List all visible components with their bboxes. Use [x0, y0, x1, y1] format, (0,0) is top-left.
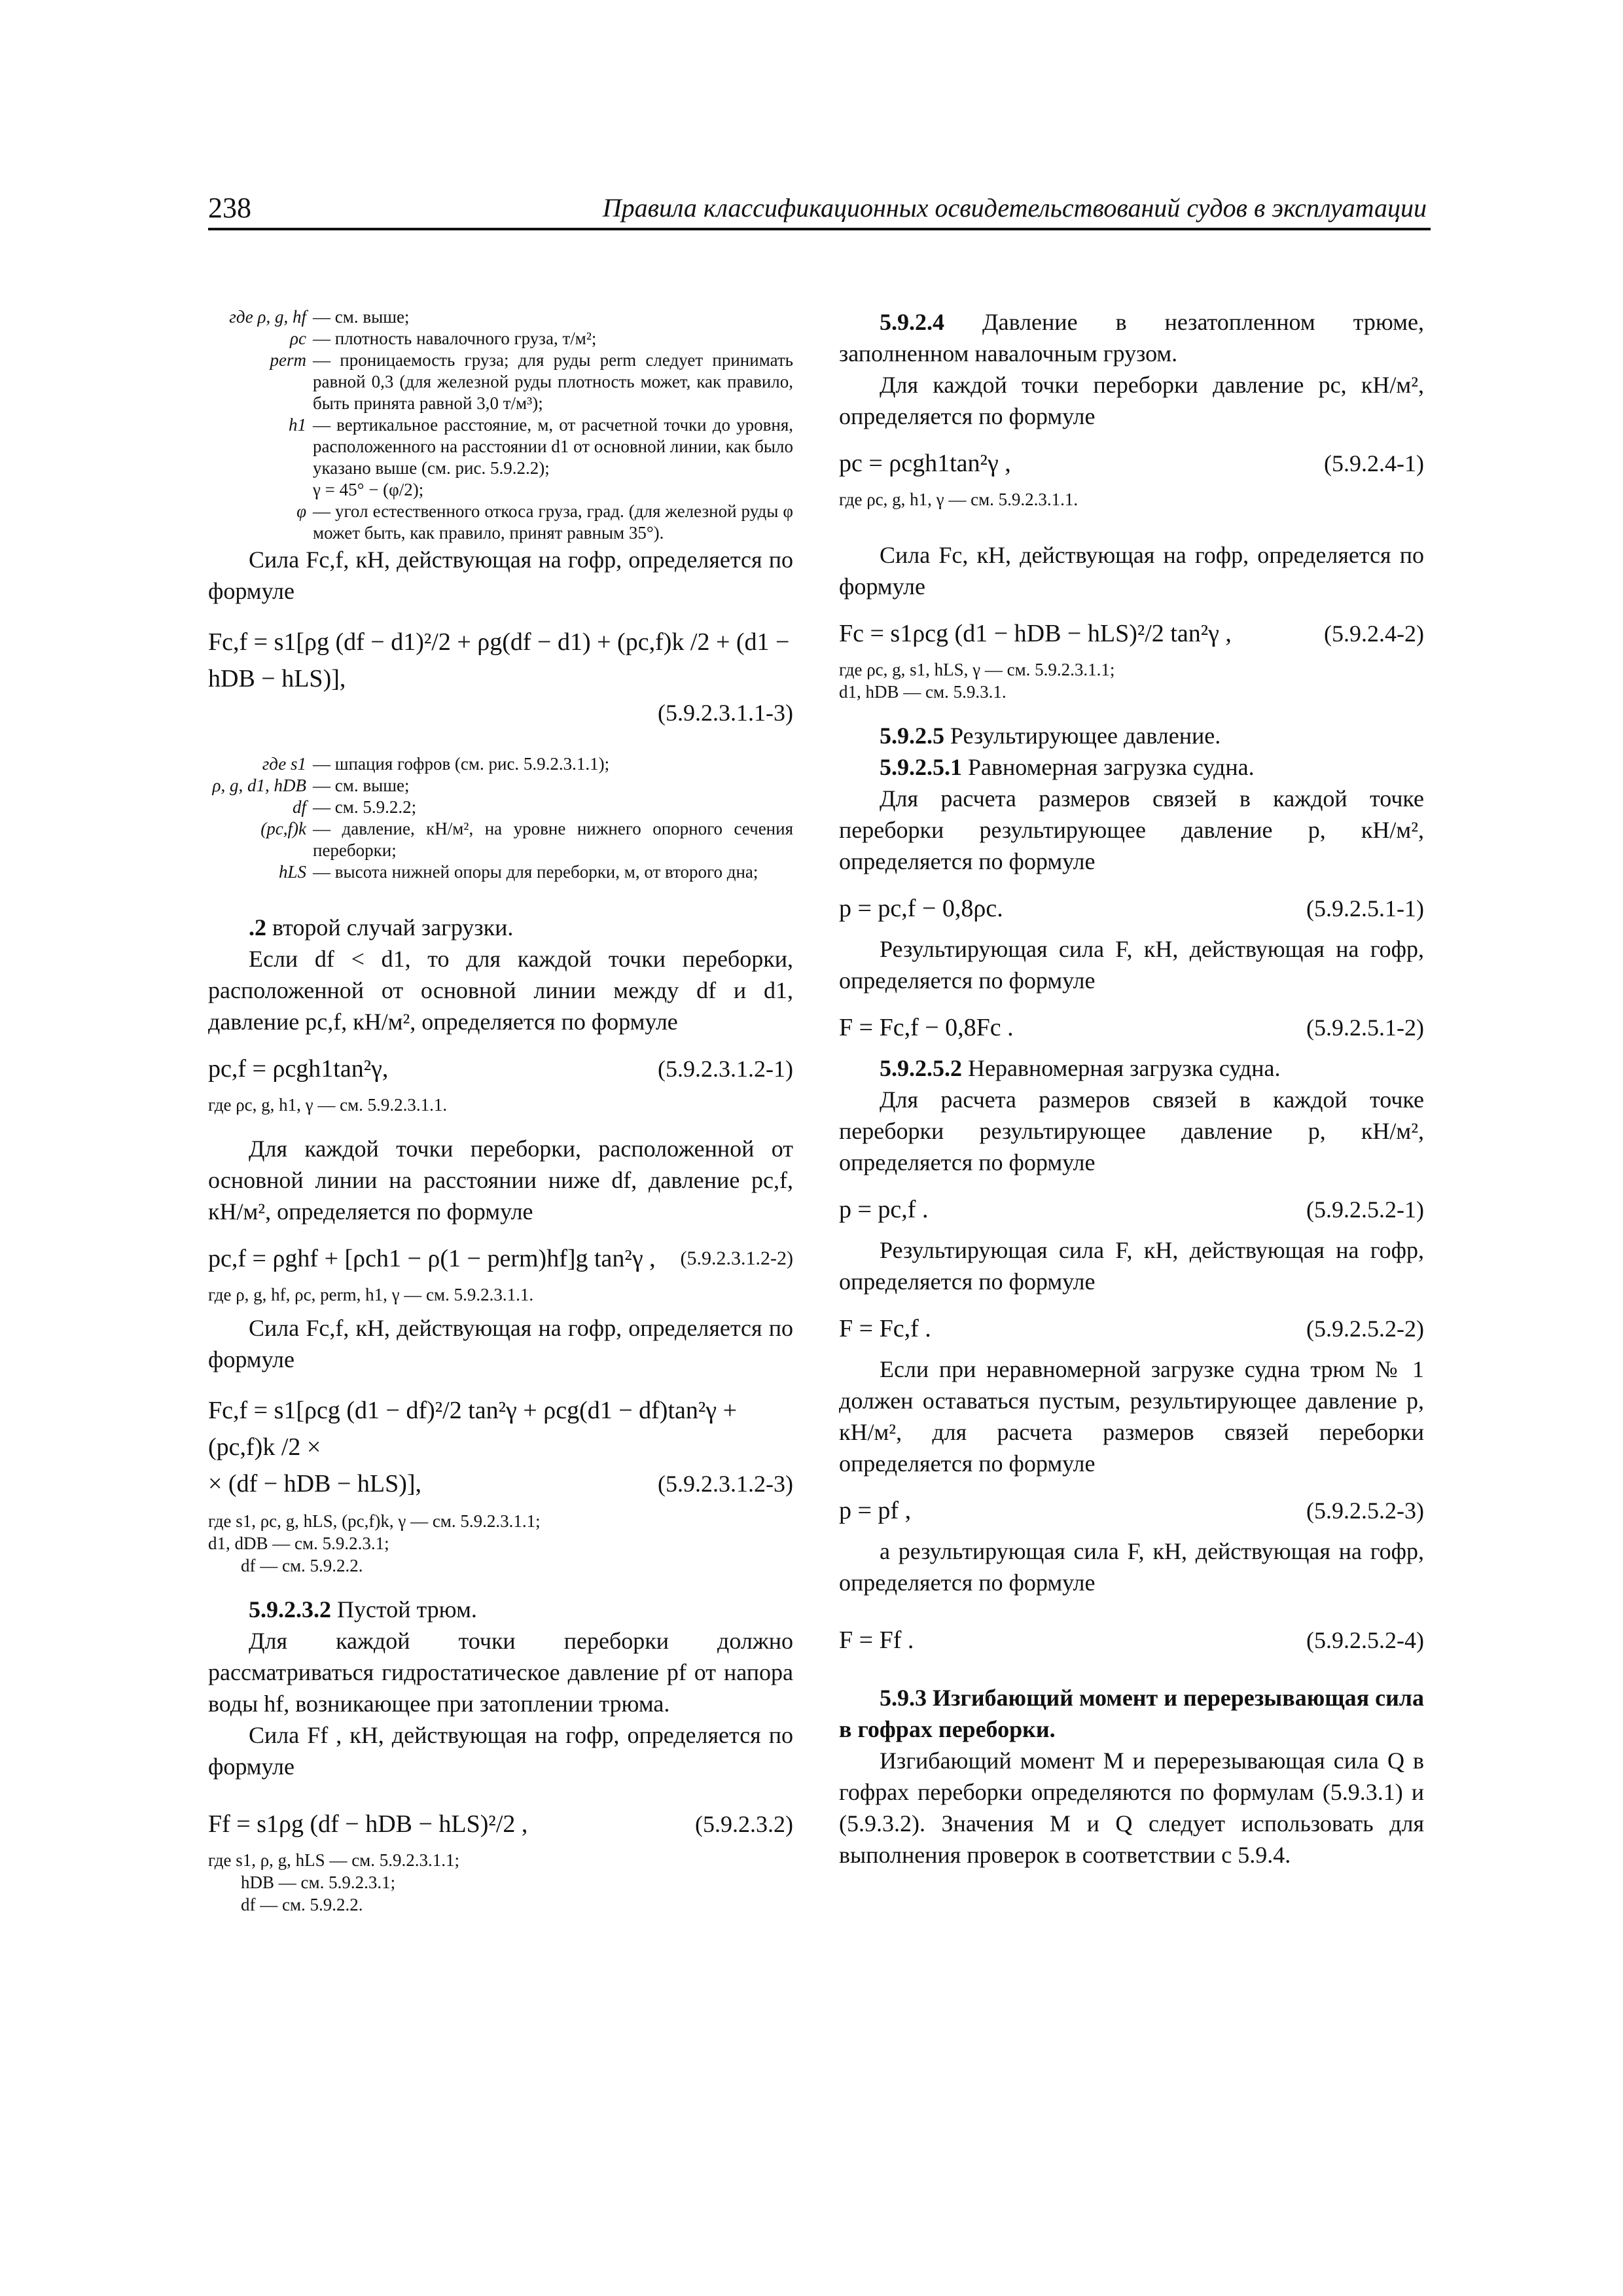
equation-formula: F = Fc,f .: [839, 1315, 931, 1342]
paragraph: Результирующая сила F, кН, действующая на гофр, определяется по формуле: [839, 936, 1424, 994]
equation-formula: pc,f = ρghf + [ρch1 − ρ(1 − perm)hf]g tan²γ ,: [208, 1245, 656, 1272]
paragraph: Если df < d1, то для каждой точки переборки, расположенной от основной линии между df и d1, давление pc,f, кН/м², определяется по формуле: [208, 946, 793, 1035]
equation-note: где ρc, g, s1, hLS, γ — см. 5.9.2.3.1.1;: [839, 660, 1115, 679]
paragraph: Для каждой точки переборки давление pc, кН/м², определяется по формуле: [839, 372, 1424, 429]
section-title: Неравномерная загрузка судна.: [968, 1055, 1281, 1081]
paragraph: Изгибающий момент M и перерезывающая сила Q в гофрах переборки определяются по формулам (5.9.3.1) и (5.9.3.2). Значения M и Q следует использовать для выполнения проверок в соответствии с 5.9.4.: [839, 1748, 1424, 1868]
paragraph: Для каждой точки переборки должно рассматриваться гидростатическое давление pf от напора воды hf, возникающее при затоплении трюма.: [208, 1628, 793, 1717]
legend-key: perm: [270, 350, 306, 370]
legend-value: — высота нижней опоры для переборки, м, от второго дна;: [313, 862, 758, 882]
equation-number: (5.9.2.5.2-2): [1306, 1316, 1424, 1342]
legend-key: hLS: [278, 862, 306, 882]
equation-5-9-2-5-1-2: [839, 1012, 1424, 1043]
equation-formula: Fc,f = s1[ρg (df − d1)²/2 + ρg(df − d1) + (pc,f)k /2 + (d1 − hDB − hLS)],: [208, 628, 790, 692]
paragraph: Сила Fc,f, кН, действующая на гофр, определяется по формуле: [208, 1315, 793, 1372]
left-column: [208, 306, 793, 1916]
right-column: [839, 306, 1424, 1871]
legend-key: где s1: [262, 754, 306, 774]
case-heading: [208, 912, 793, 943]
section-number: 5.9.2.3.2: [249, 1596, 331, 1623]
equation-5-9-2-4-2: [839, 618, 1424, 649]
equation-5-9-2-5-2-4: [839, 1624, 1424, 1656]
case-number: .2: [249, 914, 266, 941]
page-number: 238: [208, 192, 251, 224]
equation-formula: pc = ρcgh1tan²γ ,: [839, 450, 1011, 477]
equation-note: где ρc, g, h1, γ — см. 5.9.2.3.1.1.: [208, 1095, 448, 1115]
equation-note: d1, dDB — см. 5.9.2.3.1;: [208, 1534, 389, 1553]
section-heading: [839, 720, 1424, 751]
legend-value: — плотность навалочного груза, т/м²;: [313, 329, 597, 348]
legend-key: ρ, g, d1, hDB: [212, 776, 306, 795]
legend-key: где ρ, g, hf: [229, 307, 306, 327]
section-heading: [839, 1052, 1424, 1084]
case-title: второй случай загрузки.: [272, 914, 514, 941]
running-title: Правила классификационных освидетельствований судов в эксплуатации: [602, 193, 1427, 223]
header-rule: [208, 228, 1431, 230]
section-number: 5.9.2.5.2: [880, 1055, 962, 1081]
equation-formula: p = pc,f − 0,8ρc.: [839, 895, 1003, 922]
legend-value: — вертикальное расстояние, м, от расчетной точки до уровня, расположенного на расстоянии d1 от основной линии, как было указано выше (см. рис. 5.9.2.2);: [313, 415, 793, 478]
equation-formula: Ff = s1ρg (df − hDB − hLS)²/2 ,: [208, 1810, 528, 1838]
equation-5-9-2-3-1-2-1: [208, 1053, 793, 1085]
equation-number: (5.9.2.3.1.2-3): [658, 1471, 793, 1497]
legend-value: — угол естественного откоса груза, град. (для железной руды φ может быть, как правило, принят равным 35°).: [313, 501, 793, 543]
legend-variables-1: [208, 306, 793, 544]
equation-5-9-2-3-1-1-3: [208, 624, 793, 728]
legend-key: φ: [296, 501, 306, 521]
equation-note: где ρc, g, h1, γ — см. 5.9.2.3.1.1.: [839, 490, 1079, 509]
equation-number: (5.9.2.5.2-3): [1306, 1498, 1424, 1524]
section-title: Пустой трюм.: [337, 1596, 477, 1623]
paragraph: Сила Ff , кН, действующая на гофр, определяется по формуле: [208, 1722, 793, 1780]
paragraph: Если при неравномерной загрузке судна трюм № 1 должен оставаться пустым, результирующее давление p, кН/м², для расчета размеров связей переборки определяется по формуле: [839, 1356, 1424, 1477]
legend-key: [208, 479, 306, 501]
section-heading: [839, 306, 1424, 369]
section-heading: [208, 1594, 793, 1625]
equation-number: (5.9.2.5.2-1): [1306, 1196, 1424, 1223]
legend-key: df: [292, 797, 306, 817]
paragraph: Сила Fc,f, кН, действующая на гофр, определяется по формуле: [208, 547, 793, 604]
legend-value: — проницаемость груза; для руды perm следует принимать равной 0,3 (для железной руды плотность может, как правило, быть принята равной 3,0 т/м³);: [313, 350, 793, 413]
equation-number: (5.9.2.3.2): [695, 1811, 793, 1837]
equation-5-9-2-3-1-2-2: [208, 1243, 793, 1274]
section-heading-5-9-3: 5.9.3 Изгибающий момент и перерезывающая сила в гофрах переборки.: [839, 1685, 1425, 1742]
section-title: Равномерная загрузка судна.: [968, 754, 1255, 780]
equation-formula: F = Fc,f − 0,8Fc .: [839, 1014, 1014, 1041]
equation-number: (5.9.2.3.1.2-1): [658, 1056, 793, 1082]
paragraph: а результирующая сила F, кН, действующая на гофр, определяется по формуле: [839, 1538, 1424, 1596]
equation-formula: Fc = s1ρcg (d1 − hDB − hLS)²/2 tan²γ ,: [839, 620, 1232, 647]
legend-value: — давление, кН/м², на уровне нижнего опорного сечения переборки;: [313, 819, 793, 860]
paragraph: Для расчета размеров связей в каждой точке переборки результирующее давление p, кН/м², определяется по формуле: [839, 785, 1424, 874]
paragraph: Сила Fc, кН, действующая на гофр, определяется по формуле: [839, 542, 1424, 600]
legend-key: h1: [289, 415, 306, 435]
legend-key: (pc,f)k: [260, 819, 306, 838]
equation-formula-line-1: Fc,f = s1[ρcg (d1 − df)²/2 tan²γ + ρcg(d1 − df)tan²γ + (pc,f)k /2 ×: [208, 1397, 738, 1461]
equation-5-9-2-4-1: [839, 448, 1424, 479]
equation-number: (5.9.2.3.1.1-3): [658, 700, 793, 726]
equation-5-9-2-5-2-1: [839, 1194, 1424, 1225]
legend-value: — см. выше;: [313, 307, 410, 327]
section-title: Давление в незатопленном трюме, заполненном навалочным грузом.: [839, 309, 1425, 367]
equation-formula: p = pf ,: [839, 1497, 912, 1524]
section-number: 5.9.2.5.1: [880, 754, 962, 780]
equation-formula-line-2: × (df − hDB − hLS)],: [208, 1470, 422, 1498]
legend-value: — шпация гофров (см. рис. 5.9.2.3.1.1);: [313, 754, 610, 774]
equation-5-9-2-3-1-2-3: [208, 1392, 793, 1502]
paragraph: Для расчета размеров связей в каждой точке переборки результирующее давление p, кН/м², определяется по формуле: [839, 1086, 1424, 1175]
equation-number: (5.9.2.4-1): [1324, 450, 1424, 476]
equation-5-9-2-5-2-3: [839, 1495, 1424, 1526]
section-title: Результирующее давление.: [950, 723, 1221, 749]
paragraph: Результирующая сила F, кН, действующая на гофр, определяется по формуле: [839, 1237, 1424, 1295]
equation-note: df — см. 5.9.2.2.: [241, 1895, 363, 1914]
equation-note: df — см. 5.9.2.2.: [241, 1556, 363, 1575]
equation-number: (5.9.2.4-2): [1324, 620, 1424, 647]
paragraph: Для каждой точки переборки, расположенной от основной линии на расстоянии ниже df, давление pc,f, кН/м², определяется по формуле: [208, 1136, 793, 1225]
equation-formula: pc,f = ρcgh1tan²γ,: [208, 1055, 389, 1083]
equation-line-2: [208, 1465, 793, 1502]
legend-value: — см. 5.9.2.2;: [313, 797, 417, 817]
legend-value: γ = 45° − (φ/2);: [313, 480, 424, 499]
equation-formula: F = Ff .: [839, 1626, 914, 1654]
equation-note: d1, hDB — см. 5.9.3.1.: [839, 682, 1007, 702]
equation-number: (5.9.2.5.1-1): [1306, 895, 1424, 922]
section-heading: [839, 751, 1424, 783]
legend-variables-2: [208, 753, 793, 883]
equation-note: где s1, ρ, g, hLS — см. 5.9.2.3.1.1;: [208, 1850, 460, 1870]
equation-formula: p = pc,f .: [839, 1196, 929, 1223]
equation-note: hDB — см. 5.9.2.3.1;: [241, 1873, 396, 1892]
equation-number: (5.9.2.3.1.2-2): [680, 1247, 793, 1269]
equation-5-9-2-3-2: [208, 1808, 793, 1840]
legend-key: ρc: [290, 329, 306, 348]
equation-number: (5.9.2.5.1-2): [1306, 1014, 1424, 1041]
legend-value: — см. выше;: [313, 776, 410, 795]
section-number: 5.9.2.5: [880, 723, 944, 749]
equation-5-9-2-5-2-2: [839, 1313, 1424, 1344]
equation-note: где ρ, g, hf, ρc, perm, h1, γ — см. 5.9.2.3.1.1.: [208, 1285, 534, 1304]
equation-number: (5.9.2.5.2-4): [1306, 1627, 1424, 1653]
equation-note: где s1, ρc, g, hLS, (pc,f)k, γ — см. 5.9.2.3.1.1;: [208, 1511, 541, 1531]
section-number: 5.9.2.4: [880, 309, 944, 335]
equation-5-9-2-5-1-1: [839, 893, 1424, 924]
